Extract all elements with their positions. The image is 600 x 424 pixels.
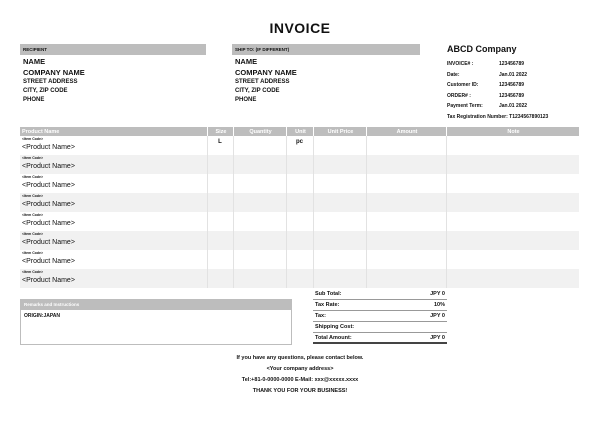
meta-row (447, 80, 587, 91)
meta-value: 123456789 (499, 82, 525, 89)
footer-thanks: THANK YOU FOR YOUR BUSINESS! (252, 388, 348, 394)
meta-label: Payment Term: (447, 103, 483, 110)
meta-label: Date: (447, 71, 460, 78)
tax-registration: Tax Registration Number: T1234567890123 (447, 113, 549, 120)
amount-cell (366, 193, 446, 212)
meta-value: Jan.01 2022 (499, 71, 528, 78)
unit-cell (286, 250, 313, 269)
recipient-name: NAME (23, 57, 46, 66)
tax-label: Tax: (315, 313, 326, 319)
unit-cell (286, 155, 313, 174)
tax-rate-value: 10% (433, 302, 445, 308)
unit-cell (286, 193, 313, 212)
product-name: <Product Name> (22, 144, 75, 151)
size-cell (207, 174, 233, 193)
remarks-text: ORIGIN:JAPAN (24, 313, 61, 319)
seller-company: ABCD Company (447, 44, 517, 54)
quantity-cell (233, 212, 286, 231)
ship-to-street: STREET ADDRESS (235, 79, 290, 85)
footer (0, 353, 600, 397)
product-name: <Product Name> (22, 201, 75, 208)
item-code: <Item Code> (22, 232, 44, 236)
subtotal-value: JPY 0 (430, 291, 445, 297)
shipping-row (313, 322, 447, 333)
note-cell (446, 174, 579, 193)
item-code: <Item Code> (22, 175, 44, 179)
invoice-title: INVOICE (269, 20, 331, 36)
note-cell (446, 231, 579, 250)
tax-rate-row (313, 300, 447, 311)
unit-price-cell (313, 212, 366, 231)
item-code: <Item Code> (22, 194, 44, 198)
meta-value: 123456789 (499, 61, 525, 68)
item-code: <Item Code> (22, 251, 44, 255)
product-cell (20, 269, 207, 288)
quantity-cell (233, 136, 286, 155)
meta-label: Customer ID: (447, 82, 479, 89)
quantity-cell (233, 250, 286, 269)
total-value: JPY 0 (430, 334, 445, 341)
remarks-header: Remarks and Instructions (21, 300, 291, 310)
remarks-box (20, 299, 292, 345)
size-cell (207, 212, 233, 231)
meta-label: INVOICE# : (447, 61, 474, 68)
total-label: Total Amount: (315, 334, 352, 341)
ship-to-name: NAME (235, 57, 258, 66)
col-product-name: Product Name (20, 127, 207, 136)
unit-cell (286, 231, 313, 250)
recipient-header: RECIPIENT (20, 44, 206, 55)
note-cell (446, 193, 579, 212)
amount-cell (366, 231, 446, 250)
note-cell (446, 212, 579, 231)
footer-contact-note: If you have any questions, please contact below. (236, 355, 364, 361)
recipient-street: STREET ADDRESS (23, 79, 78, 85)
amount-cell (366, 212, 446, 231)
meta-row (447, 70, 587, 81)
amount-cell (366, 250, 446, 269)
quantity-cell (233, 155, 286, 174)
shipping-label: Shipping Cost: (315, 324, 355, 330)
recipient-phone: PHONE (23, 97, 45, 103)
ship-to-company: COMPANY NAME (235, 68, 297, 77)
item-code: <Item Code> (22, 137, 44, 141)
col-quantity: Quantity (233, 127, 286, 136)
unit-price-cell (313, 250, 366, 269)
subtotal-label: Sub Total: (315, 291, 342, 297)
quantity-cell (233, 231, 286, 250)
table-row (20, 231, 579, 250)
total-row (313, 333, 447, 344)
product-name: <Product Name> (22, 239, 75, 246)
table-row (20, 212, 579, 231)
note-cell (446, 136, 579, 155)
product-name: <Product Name> (22, 220, 75, 227)
table-row (20, 193, 579, 212)
table-row (20, 269, 579, 288)
subtotal-row (313, 289, 447, 300)
amount-cell (366, 136, 446, 155)
unit-price-cell (313, 155, 366, 174)
unit-cell: pc (286, 136, 313, 155)
table-row (20, 250, 579, 269)
meta-value: Jan.01 2022 (499, 103, 528, 110)
product-name: <Product Name> (22, 258, 75, 265)
unit-price-cell (313, 174, 366, 193)
ship-to-header: SHIP TO: (IF DIFFERENT) (232, 44, 420, 55)
ship-to-city: CITY, ZIP CODE (235, 88, 280, 94)
meta-row (447, 59, 587, 70)
size-cell (207, 250, 233, 269)
item-code: <Item Code> (22, 213, 44, 217)
footer-contact-info: Tel:+81-0-0000-0000 E-Mail: xxx@xxxxx.xxxx (241, 377, 359, 383)
note-cell (446, 155, 579, 174)
meta-row (447, 101, 587, 112)
item-code: <Item Code> (22, 156, 44, 160)
table-row (20, 136, 579, 155)
size-cell (207, 193, 233, 212)
meta-value: 123456789 (499, 92, 525, 99)
recipient-city: CITY, ZIP CODE (23, 88, 68, 94)
product-cell (20, 155, 207, 174)
ship-to-phone: PHONE (235, 97, 257, 103)
product-name: <Product Name> (22, 182, 75, 189)
footer-address: <Your company address> (266, 366, 334, 372)
amount-cell (366, 269, 446, 288)
note-cell (446, 250, 579, 269)
note-cell (446, 269, 579, 288)
seller-block (447, 44, 587, 122)
tax-row (313, 311, 447, 322)
quantity-cell (233, 193, 286, 212)
product-name: <Product Name> (22, 163, 75, 170)
table-row (20, 174, 579, 193)
recipient-block (20, 44, 206, 105)
unit-price-cell (313, 269, 366, 288)
unit-price-cell (313, 136, 366, 155)
product-cell (20, 193, 207, 212)
col-amount: Amount (366, 127, 446, 136)
ship-to-block (232, 44, 420, 105)
col-unit: Unit (286, 127, 313, 136)
tax-value: JPY 0 (430, 313, 445, 319)
col-unit-price: Unit Price (313, 127, 366, 136)
table-row (20, 155, 579, 174)
item-code: <Item Code> (22, 270, 44, 274)
product-cell (20, 231, 207, 250)
col-size: Size (207, 127, 233, 136)
meta-row (447, 91, 587, 102)
totals-block (313, 289, 447, 344)
quantity-cell (233, 174, 286, 193)
size-cell (207, 155, 233, 174)
unit-price-cell (313, 231, 366, 250)
product-cell (20, 250, 207, 269)
unit-cell (286, 174, 313, 193)
unit-price-cell (313, 193, 366, 212)
size-cell (207, 231, 233, 250)
amount-cell (366, 174, 446, 193)
product-name: <Product Name> (22, 277, 75, 284)
size-cell: L (207, 136, 233, 155)
product-cell (20, 136, 207, 155)
size-cell (207, 269, 233, 288)
product-cell (20, 174, 207, 193)
unit-cell (286, 212, 313, 231)
recipient-company: COMPANY NAME (23, 68, 85, 77)
col-note: Note (446, 127, 579, 136)
unit-cell (286, 269, 313, 288)
meta-label: ORDER# : (447, 92, 471, 99)
quantity-cell (233, 269, 286, 288)
product-cell (20, 212, 207, 231)
tax-rate-label: Tax Rate: (315, 302, 340, 308)
items-table (20, 127, 580, 288)
amount-cell (366, 155, 446, 174)
